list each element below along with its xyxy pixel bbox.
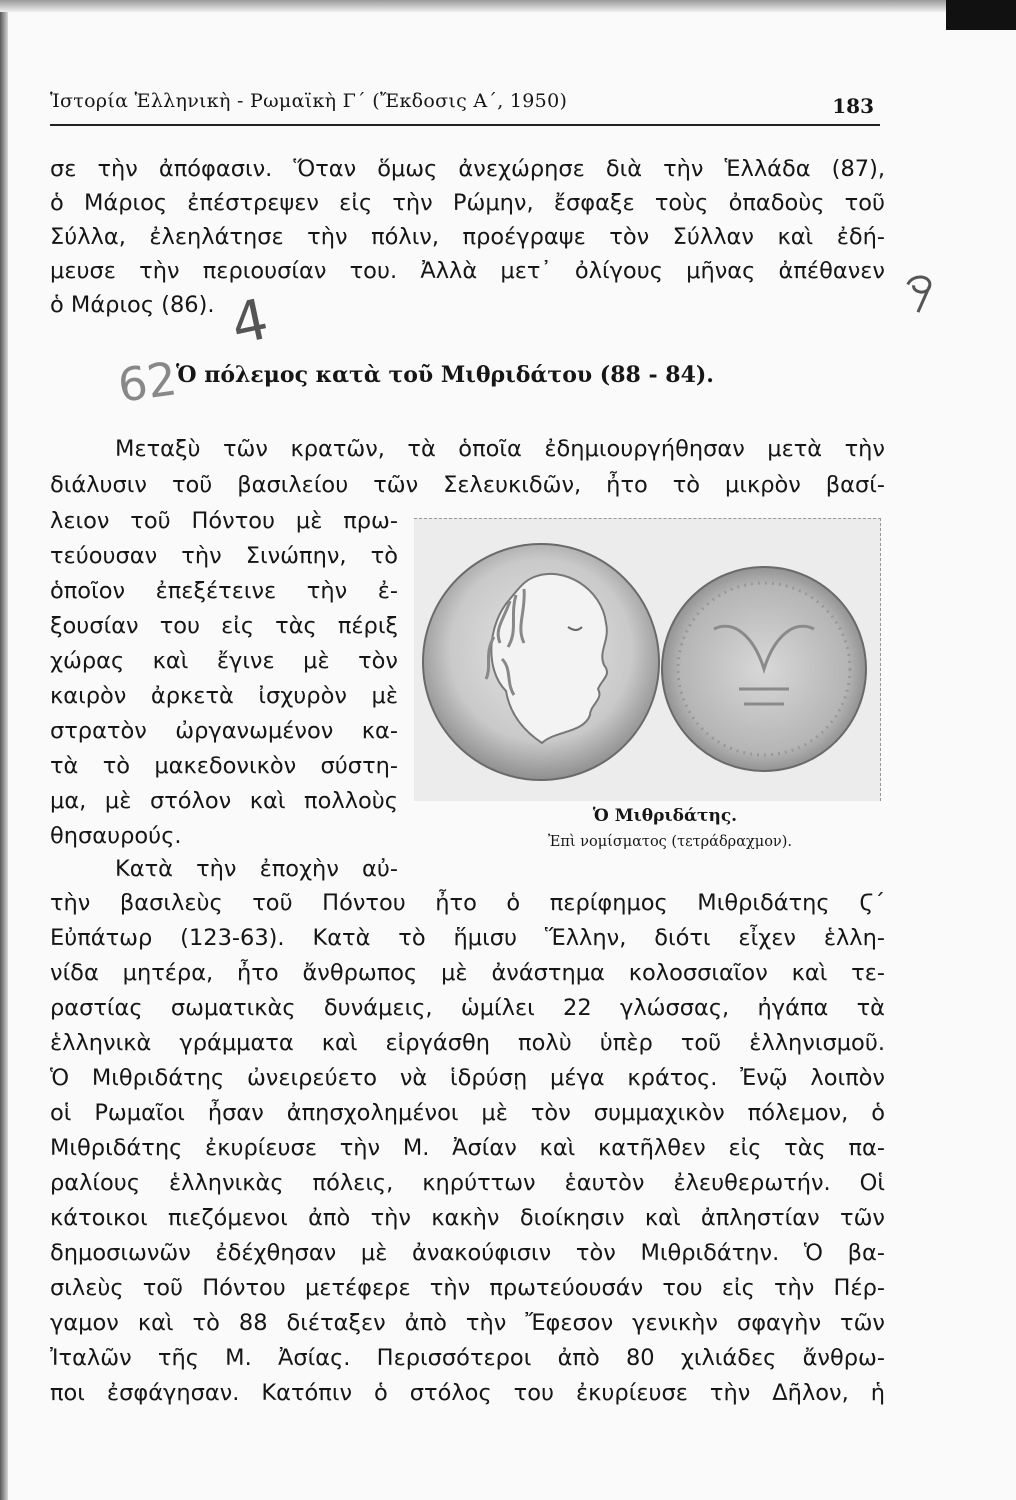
text-line: σε τὴν ἀπόφασιν. Ὅταν ὅμως ἀνεχώρησε διὰ τὴν Ἑλλάδα (87),: [50, 156, 885, 182]
text-line: διάλυσιν τοῦ βασιλείου τῶν Σελευκιδῶν, ἦτο τὸ μικρὸν βασί-: [50, 472, 885, 498]
pencil-mark-margin: [894, 266, 942, 330]
text-line: ραλίους ἑλληνικὰς πόλεις, κηρύττων ἑαυτὸν ἐλευθερωτήν. Οἱ: [50, 1170, 885, 1196]
text-line: Μεταξὺ τῶν κρατῶν, τὰ ὁποῖα ἐδημιουργήθησαν μετὰ τὴν: [115, 436, 885, 462]
text-line: Μιθριδάτης ἐκυρίευσε τὴν Μ. Ἀσίαν καὶ κατῆλθεν εἰς τὰς πα-: [50, 1135, 885, 1161]
page-edge-shadow: [0, 0, 8, 1500]
book-title: Ἱστορία Ἑλληνικὴ - Ρωμαϊκὴ Γ΄ (Ἔκδοσις Α΄, 1950): [50, 90, 568, 112]
running-header: [50, 88, 880, 126]
text-line: δημοσιωνῶν ἐδέχθησαν μὲ ἀνακούφισιν τὸν Μιθριδάτην. Ὁ βα-: [50, 1240, 885, 1266]
text-line: κάτοικοι πιεζόμενοι ἀπὸ τὴν κακὴν διοίκησιν καὶ ἀπληστίαν τῶν: [50, 1205, 885, 1231]
text-line: Ὁ Μιθριδάτης ὠνειρεύετο νὰ ἱδρύσῃ μέγα κράτος. Ἐνῷ λοιπὸν: [50, 1065, 885, 1091]
text-line: σιλεὺς τοῦ Πόντου μετέφερε τὴν πρωτεύουσάν του εἰς τὴν Πέρ-: [50, 1275, 885, 1301]
text-line: τὰ τὸ μακεδονικὸν σύστη-: [50, 753, 398, 779]
figure-caption-description: Ἐπὶ νομίσματος (τετράδραχμον).: [547, 834, 793, 850]
figure-caption-title: Ὁ Μιθριδάτης.: [592, 806, 738, 826]
text-line: ραστίας σωματικὰς δυνάμεις, ὡμίλει 22 γλώσσας, ἠγάπα τὰ: [50, 995, 885, 1021]
text-line: τεύουσαν τὴν Σινώπην, τὸ: [50, 543, 398, 569]
text-line: νίδα μητέρα, ἦτο ἄνθρωπος μὲ ἀνάστημα κολοσσιαῖον καὶ τε-: [50, 960, 885, 986]
pencil-mark: 62: [114, 351, 181, 413]
coin-figure: [414, 518, 881, 801]
text-line: Σύλλα, ἐλεηλάτησε τὴν πόλιν, προέγραψε τὸν Σύλλαν καὶ ἐδή-: [50, 224, 885, 250]
text-line: ἑλληνικὰ γράμματα καὶ εἰργάσθη πολὺ ὑπὲρ τοῦ ἑλληνισμοῦ.: [50, 1030, 885, 1056]
text-line: στρατὸν ὠργανωμένον κα-: [50, 718, 398, 744]
scan-corner: [946, 0, 1016, 30]
text-line: θησαυρούς.: [50, 823, 182, 849]
page-number: 183: [832, 94, 874, 118]
page-top-shadow: [0, 0, 1016, 12]
coin-illustration: [414, 519, 880, 801]
pencil-mark: 4: [225, 287, 275, 358]
text-line: ξουσίαν του εἰς τὰς πέριξ: [50, 613, 398, 639]
text-line: καιρὸν ἀρκετὰ ἰσχυρὸν μὲ: [50, 683, 398, 709]
text-line: οἱ Ρωμαῖοι ἦσαν ἀπησχολημένοι μὲ τὸν συμμαχικὸν πόλεμον, ὁ: [50, 1100, 885, 1126]
text-line: λειον τοῦ Πόντου μὲ πρω-: [50, 508, 398, 534]
text-line: ὁποῖον ἐπεξέτεινε τὴν ἐ-: [50, 578, 398, 604]
text-line: Ἰταλῶν τῆς Μ. Ἀσίας. Περισσότεροι ἀπὸ 80 χιλιάδες ἄνθρω-: [50, 1345, 885, 1371]
text-line: μα, μὲ στόλον καὶ πολλοὺς: [50, 788, 398, 814]
text-line: Εὐπάτωρ (123-63). Κατὰ τὸ ἥμισυ Ἕλλην, διότι εἶχεν ἑλλη-: [50, 925, 885, 951]
text-line: ὁ Μάριος (86).: [50, 292, 215, 318]
pencil-scribble-icon: [896, 266, 942, 319]
text-line: ὁ Μάριος ἐπέστρεψεν εἰς τὴν Ρώμην, ἔσφαξε τοὺς ὀπαδοὺς τοῦ: [50, 190, 885, 216]
text-line: Κατὰ τὴν ἐποχὴν αὐ-: [115, 856, 398, 882]
coin-obverse: [423, 544, 659, 780]
text-line: γαμον καὶ τὸ 88 διέταξεν ἀπὸ τὴν Ἔφεσον γενικὴν σφαγὴν τῶν: [50, 1310, 885, 1336]
text-line: τὴν βασιλεὺς τοῦ Πόντου ἦτο ὁ περίφημος Μιθριδάτης Ϛ΄: [50, 890, 885, 916]
text-line: χώρας καὶ ἔγινε μὲ τὸν: [50, 648, 398, 674]
section-heading: Ὁ πόλεμος κατὰ τοῦ Μιθριδάτου (88 - 84).: [176, 362, 714, 388]
text-line: ποι ἐσφάγησαν. Κατόπιν ὁ στόλος του ἐκυρίευσε τὴν Δῆλον, ἡ: [50, 1380, 885, 1406]
text-line: μευσε τὴν περιουσίαν του. Ἀλλὰ μετ᾽ ὀλίγους μῆνας ἀπέθανεν: [50, 258, 885, 284]
coin-reverse: [662, 567, 866, 771]
